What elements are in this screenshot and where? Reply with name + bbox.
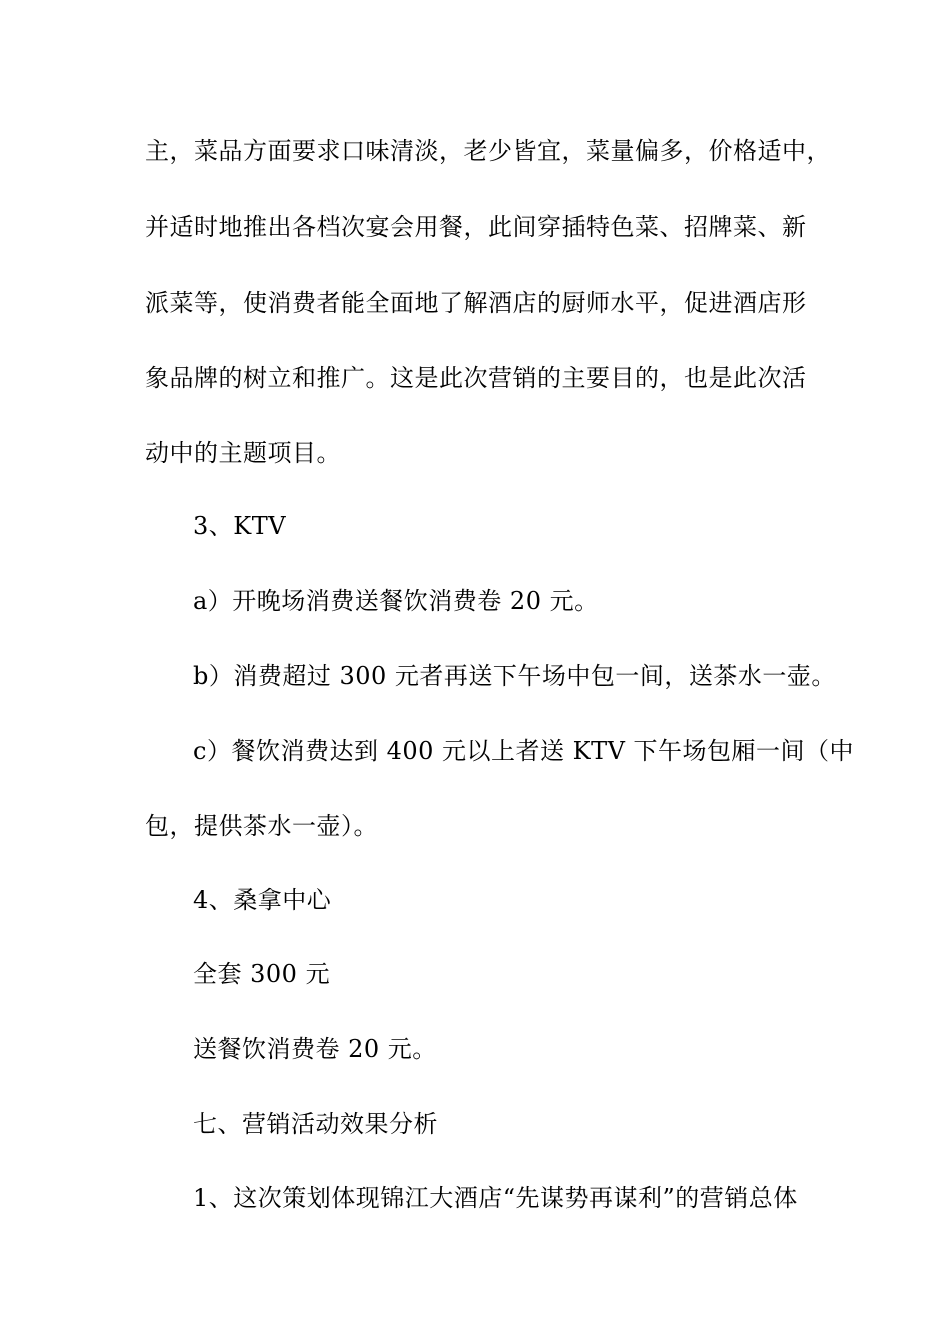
paragraph-line: 主，菜品方面要求口味清淡，老少皆宜，菜量偏多，价格适中， (145, 137, 831, 165)
list-item: a）开晚场消费送餐饮消费卷 20 元。 (193, 587, 599, 615)
paragraph-line: 包，提供茶水一壶）。 (145, 812, 378, 840)
list-item: b）消费超过 300 元者再送下午场中包一间，送茶水一壶。 (193, 662, 836, 690)
paragraph-line: 1、这次策划体现锦江大酒店“先谋势再谋利”的营销总体 (193, 1184, 798, 1212)
paragraph-line: 并适时地推出各档次宴会用餐，此间穿插特色菜、招牌菜、新 (145, 213, 807, 241)
paragraph-line: 派菜等，使消费者能全面地了解酒店的厨师水平，促进酒店形 (145, 289, 807, 317)
section-heading-ktv: 3、KTV (193, 512, 287, 540)
paragraph-line: 全套 300 元 (193, 960, 331, 988)
list-item: c）餐饮消费达到 400 元以上者送 KTV 下午场包厢一间（中 (193, 737, 855, 765)
section-heading-effect-analysis: 七、营销活动效果分析 (193, 1110, 438, 1138)
paragraph-line: 象品牌的树立和推广。这是此次营销的主要目的，也是此次活 (145, 364, 807, 392)
section-heading-sauna: 4、桑拿中心 (193, 886, 332, 914)
paragraph-line: 动中的主题项目。 (145, 439, 341, 467)
paragraph-line: 送餐饮消费卷 20 元。 (193, 1035, 437, 1063)
